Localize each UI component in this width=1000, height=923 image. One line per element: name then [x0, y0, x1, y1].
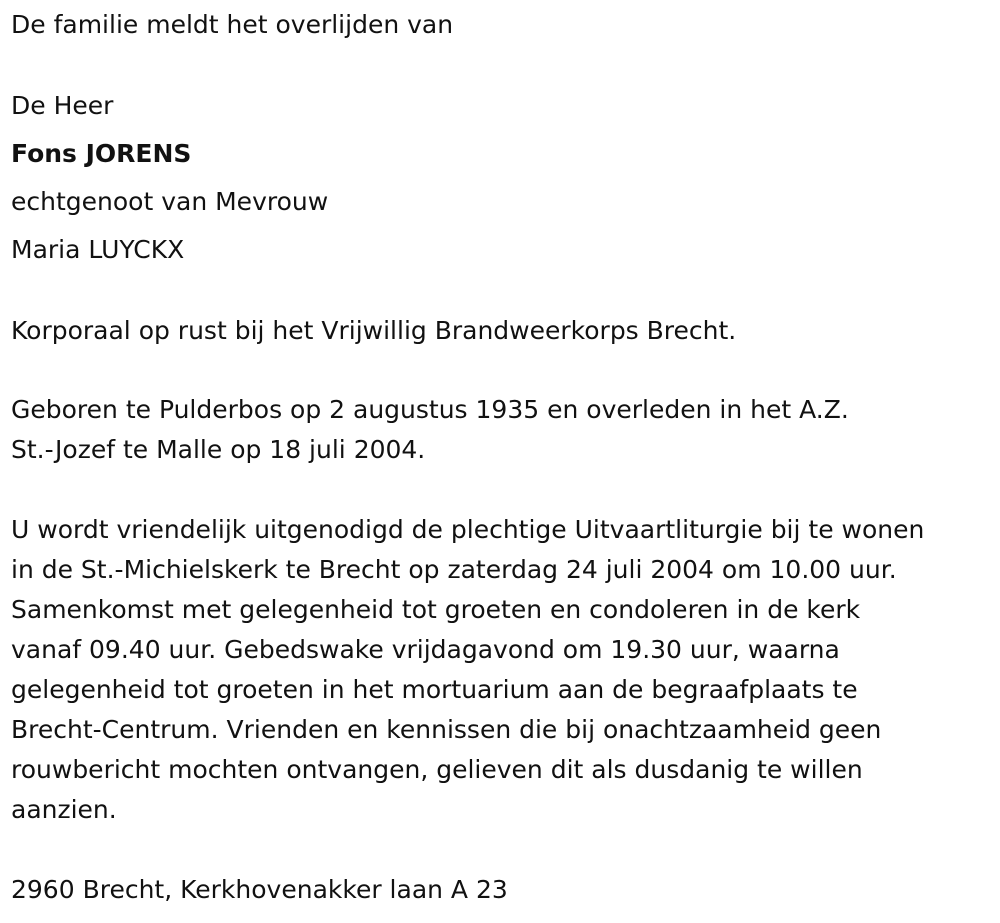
deceased-name: Fons JORENS — [11, 139, 192, 168]
family-address: 2960 Brecht, Kerkhovenakker laan A 23 — [11, 875, 508, 904]
paragraph-line: St.-Jozef te Malle op 18 juli 2004. — [11, 435, 426, 464]
ceremony-paragraph — [11, 510, 996, 830]
paragraph-line: aanzien. — [11, 795, 117, 824]
paragraph-line: rouwbericht mochten ontvangen, gelieven dit als dusdanig te willen — [11, 755, 863, 784]
occupation: Korporaal op rust bij het Vrijwillig Brandweerkorps Brecht. — [11, 316, 737, 345]
paragraph-line: in de St.-Michielskerk te Brecht op zaterdag 24 juli 2004 om 10.00 uur. — [11, 555, 897, 584]
spouse-intro: echtgenoot van Mevrouw — [11, 187, 329, 216]
paragraph-line: Samenkomst met gelegenheid tot groeten en condoleren in de kerk — [11, 595, 861, 624]
salutation: De Heer — [11, 91, 114, 120]
spouse-name: Maria LUYCKX — [11, 235, 185, 264]
paragraph-line: U wordt vriendelijk uitgenodigd de plechtige Uitvaartliturgie bij te wonen — [11, 515, 925, 544]
paragraph-line: Brecht-Centrum. Vrienden en kennissen die bij onachtzaamheid geen — [11, 715, 882, 744]
paragraph-line: Geboren te Pulderbos op 2 augustus 1935 en overleden in het A.Z. — [11, 395, 849, 424]
paragraph-line: gelegenheid tot groeten in het mortuarium aan de begraafplaats te — [11, 675, 858, 704]
birth-death-paragraph — [11, 390, 996, 470]
paragraph-line: vanaf 09.40 uur. Gebedswake vrijdagavond om 19.30 uur, waarna — [11, 635, 840, 664]
notice-intro: De familie meldt het overlijden van — [11, 10, 454, 39]
